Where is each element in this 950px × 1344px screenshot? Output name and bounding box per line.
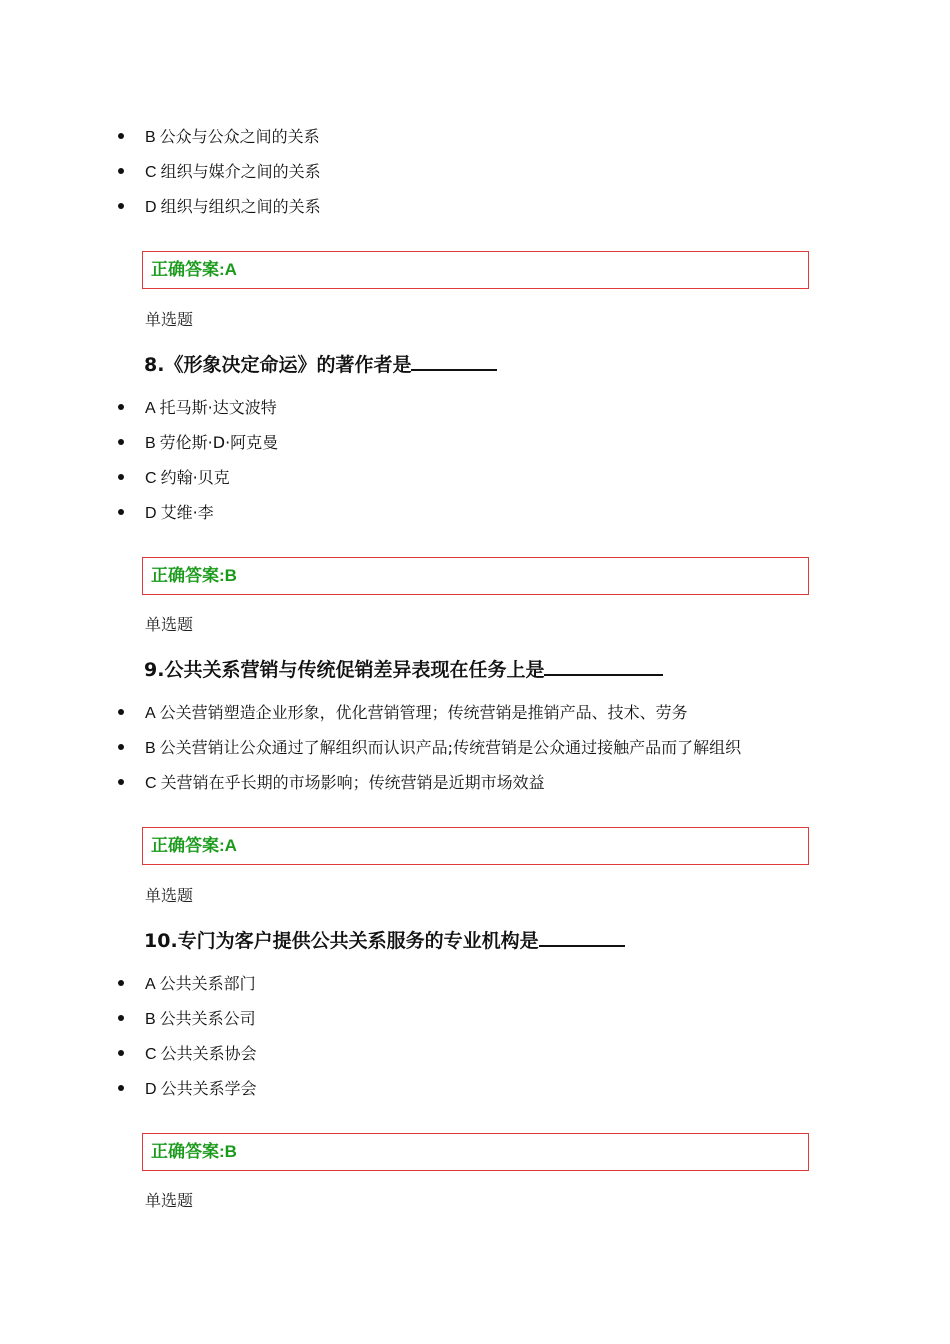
option-d: D 组织与组织之间的关系 xyxy=(0,189,950,224)
answer-box xyxy=(142,1133,809,1171)
option-c: C 公共关系协会 xyxy=(0,1036,950,1071)
bullet-icon xyxy=(118,980,124,986)
answer-box xyxy=(142,827,809,865)
option-b: B 公众与公众之间的关系 xyxy=(0,119,950,154)
question-9-title: 9.公共关系营销与传统促销差异表现在任务上是 xyxy=(144,656,663,682)
answer-box xyxy=(142,251,809,289)
bullet-icon xyxy=(118,404,124,410)
question-type-label: 单选题 xyxy=(145,310,194,329)
bullet-icon xyxy=(118,1015,124,1021)
question-type-label: 单选题 xyxy=(145,1191,194,1210)
option-a: A 托马斯·达文波特 xyxy=(0,390,950,425)
option-a: A 公共关系部门 xyxy=(0,966,950,1001)
question-8-options xyxy=(0,390,950,530)
bullet-icon xyxy=(118,779,124,785)
option-c: C 关营销在乎长期的市场影响；传统营销是近期市场效益 xyxy=(0,765,950,800)
option-b: B 公关营销让公众通过了解组织而认识产品;传统营销是公众通过接触产品而了解组织 xyxy=(0,730,950,765)
option-d: D 艾维·李 xyxy=(0,495,950,530)
bullet-icon xyxy=(118,509,124,515)
question-7-options xyxy=(0,119,950,224)
question-10-options xyxy=(0,966,950,1106)
question-9-options xyxy=(0,695,950,800)
option-b: B 公共关系公司 xyxy=(0,1001,950,1036)
bullet-icon xyxy=(118,474,124,480)
answer-blank xyxy=(411,351,497,371)
option-c: C 组织与媒介之间的关系 xyxy=(0,154,950,189)
bullet-icon xyxy=(118,1050,124,1056)
question-type-label: 单选题 xyxy=(145,615,194,634)
answer-box xyxy=(142,557,809,595)
bullet-icon xyxy=(118,203,124,209)
correct-answer: 正确答案:B xyxy=(151,566,237,585)
bullet-icon xyxy=(118,168,124,174)
answer-blank xyxy=(539,927,625,947)
question-8-title: 8.《形象决定命运》的著作者是 xyxy=(144,351,497,377)
bullet-icon xyxy=(118,744,124,750)
question-10-title: 10.专门为客户提供公共关系服务的专业机构是 xyxy=(144,927,625,953)
answer-blank xyxy=(544,656,663,676)
correct-answer: 正确答案:B xyxy=(151,1142,237,1161)
correct-answer: 正确答案:A xyxy=(151,260,237,279)
bullet-icon xyxy=(118,133,124,139)
question-type-label: 单选题 xyxy=(145,886,194,905)
option-c: C 约翰·贝克 xyxy=(0,460,950,495)
bullet-icon xyxy=(118,709,124,715)
bullet-icon xyxy=(118,439,124,445)
option-a: A 公关营销塑造企业形象，优化营销管理；传统营销是推销产品、技术、劳务 xyxy=(0,695,950,730)
correct-answer: 正确答案:A xyxy=(151,836,237,855)
option-b: B 劳伦斯·D·阿克曼 xyxy=(0,425,950,460)
bullet-icon xyxy=(118,1085,124,1091)
option-d: D 公共关系学会 xyxy=(0,1071,950,1106)
